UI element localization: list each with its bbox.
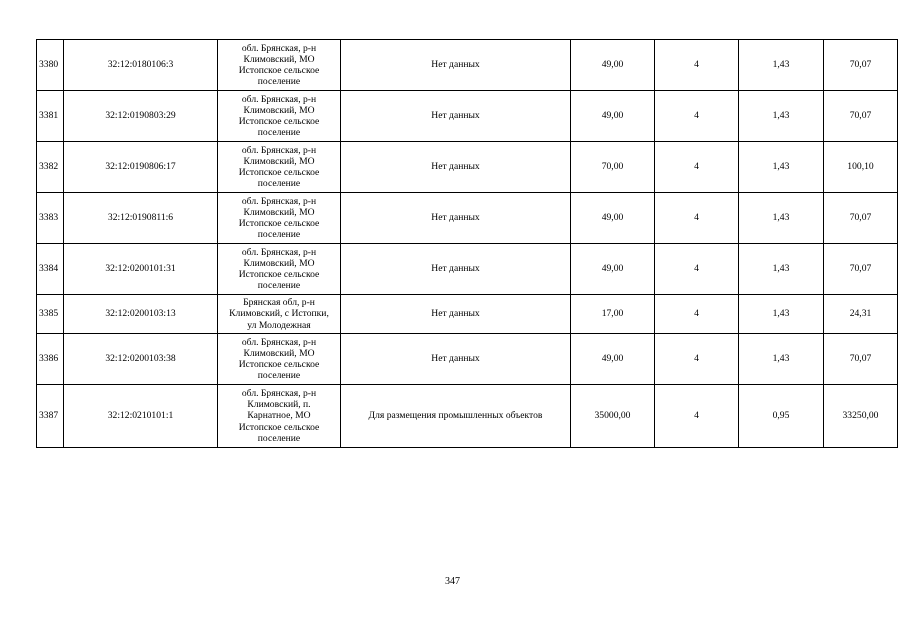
area-value: 17,00 [571,295,655,334]
group-number: 4 [655,193,739,244]
table-row [37,142,898,193]
address-cell [218,142,341,193]
permitted-use: Нет данных [341,334,571,385]
coefficient-value: 1,43 [739,334,824,385]
group-number: 4 [655,40,739,91]
address-line: поселение [257,178,301,190]
coefficient-value: 1,43 [739,40,824,91]
row-number: 3382 [37,142,64,193]
cadastral-value: 70,07 [824,244,898,295]
row-number: 3381 [37,91,64,142]
table-row [37,244,898,295]
cadastral-number: 32:12:0200103:38 [64,334,218,385]
area-value: 70,00 [571,142,655,193]
address-line: Истопское сельское [238,167,320,178]
address-line: Истопское сельское [238,421,320,433]
row-number: 3383 [37,193,64,244]
address-line: поселение [257,76,301,88]
address-line: поселение [257,432,301,444]
address-line: Истопское сельское [238,359,320,370]
address-line: Истопское сельское [238,65,320,76]
area-value: 35000,00 [571,385,655,448]
address-line: Брянская обл, р-н [243,297,315,309]
cadastral-value: 70,07 [824,91,898,142]
address-line: Климовский, МО [243,347,315,359]
address-line: поселение [257,280,301,292]
area-value: 49,00 [571,40,655,91]
coefficient-value: 1,43 [739,244,824,295]
cadastral-number: 32:12:0200101:31 [64,244,218,295]
group-number: 4 [655,295,739,334]
table-row [37,91,898,142]
table-body [37,40,898,448]
area-value: 49,00 [571,244,655,295]
address-line: обл. Брянская, р-н [241,93,317,105]
address-line: Климовский, МО [243,257,315,269]
address-line: Истопское сельское [238,269,320,280]
address-line: обл. Брянская, р-н [241,144,317,156]
permitted-use: Нет данных [341,142,571,193]
address-line: Карнатное, МО [247,410,311,422]
row-number: 3387 [37,385,64,448]
cadastral-value: 70,07 [824,40,898,91]
address-cell [218,244,341,295]
row-number: 3386 [37,334,64,385]
address-line: Климовский, п. [247,399,311,411]
cadastral-value: 70,07 [824,193,898,244]
address-line: обл. Брянская, р-н [241,42,317,54]
address-line: Климовский, МО [243,53,315,65]
permitted-use: Нет данных [341,193,571,244]
row-number: 3380 [37,40,64,91]
group-number: 4 [655,142,739,193]
cadastral-value: 33250,00 [824,385,898,448]
address-line: поселение [257,127,301,139]
area-value: 49,00 [571,193,655,244]
permitted-use: Нет данных [341,244,571,295]
address-line: обл. Брянская, р-н [241,336,317,348]
group-number: 4 [655,334,739,385]
coefficient-value: 1,43 [739,295,824,334]
permitted-use: Для размещения промышленных объектов [341,385,571,448]
cadastral-value: 100,10 [824,142,898,193]
address-cell [218,295,341,334]
table-row [37,295,898,334]
address-line: Истопское сельское [238,218,320,229]
address-cell [218,40,341,91]
page-number: 347 [445,576,460,587]
table-row [37,193,898,244]
cadastral-number: 32:12:0190806:17 [64,142,218,193]
address-line: Истопское сельское [238,116,320,127]
coefficient-value: 1,43 [739,142,824,193]
table-row [37,40,898,91]
address-line: обл. Брянская, р-н [241,195,317,207]
address-line: поселение [257,229,301,241]
group-number: 4 [655,244,739,295]
land-registry-table [36,39,898,448]
address-line: обл. Брянская, р-н [241,387,317,399]
permitted-use: Нет данных [341,91,571,142]
table-row [37,385,898,448]
permitted-use: Нет данных [341,295,571,334]
cadastral-value: 70,07 [824,334,898,385]
cadastral-number: 32:12:0190803:29 [64,91,218,142]
group-number: 4 [655,385,739,448]
area-value: 49,00 [571,91,655,142]
address-line: обл. Брянская, р-н [241,246,317,258]
address-line: ул Молодежная [247,319,311,331]
address-cell [218,334,341,385]
address-line: Климовский, МО [243,104,315,116]
table-row [37,334,898,385]
address-cell [218,193,341,244]
coefficient-value: 1,43 [739,193,824,244]
group-number: 4 [655,91,739,142]
address-cell [218,385,341,448]
address-line: поселение [257,370,301,382]
address-line: Климовский, МО [243,155,315,167]
address-cell [218,91,341,142]
cadastral-number: 32:12:0190811:6 [64,193,218,244]
cadastral-value: 24,31 [824,295,898,334]
cadastral-number: 32:12:0210101:1 [64,385,218,448]
permitted-use: Нет данных [341,40,571,91]
cadastral-number: 32:12:0200103:13 [64,295,218,334]
coefficient-value: 1,43 [739,91,824,142]
area-value: 49,00 [571,334,655,385]
row-number: 3384 [37,244,64,295]
row-number: 3385 [37,295,64,334]
coefficient-value: 0,95 [739,385,824,448]
address-line: Климовский, с Истопки, [229,308,329,320]
address-line: Климовский, МО [243,206,315,218]
cadastral-number: 32:12:0180106:3 [64,40,218,91]
